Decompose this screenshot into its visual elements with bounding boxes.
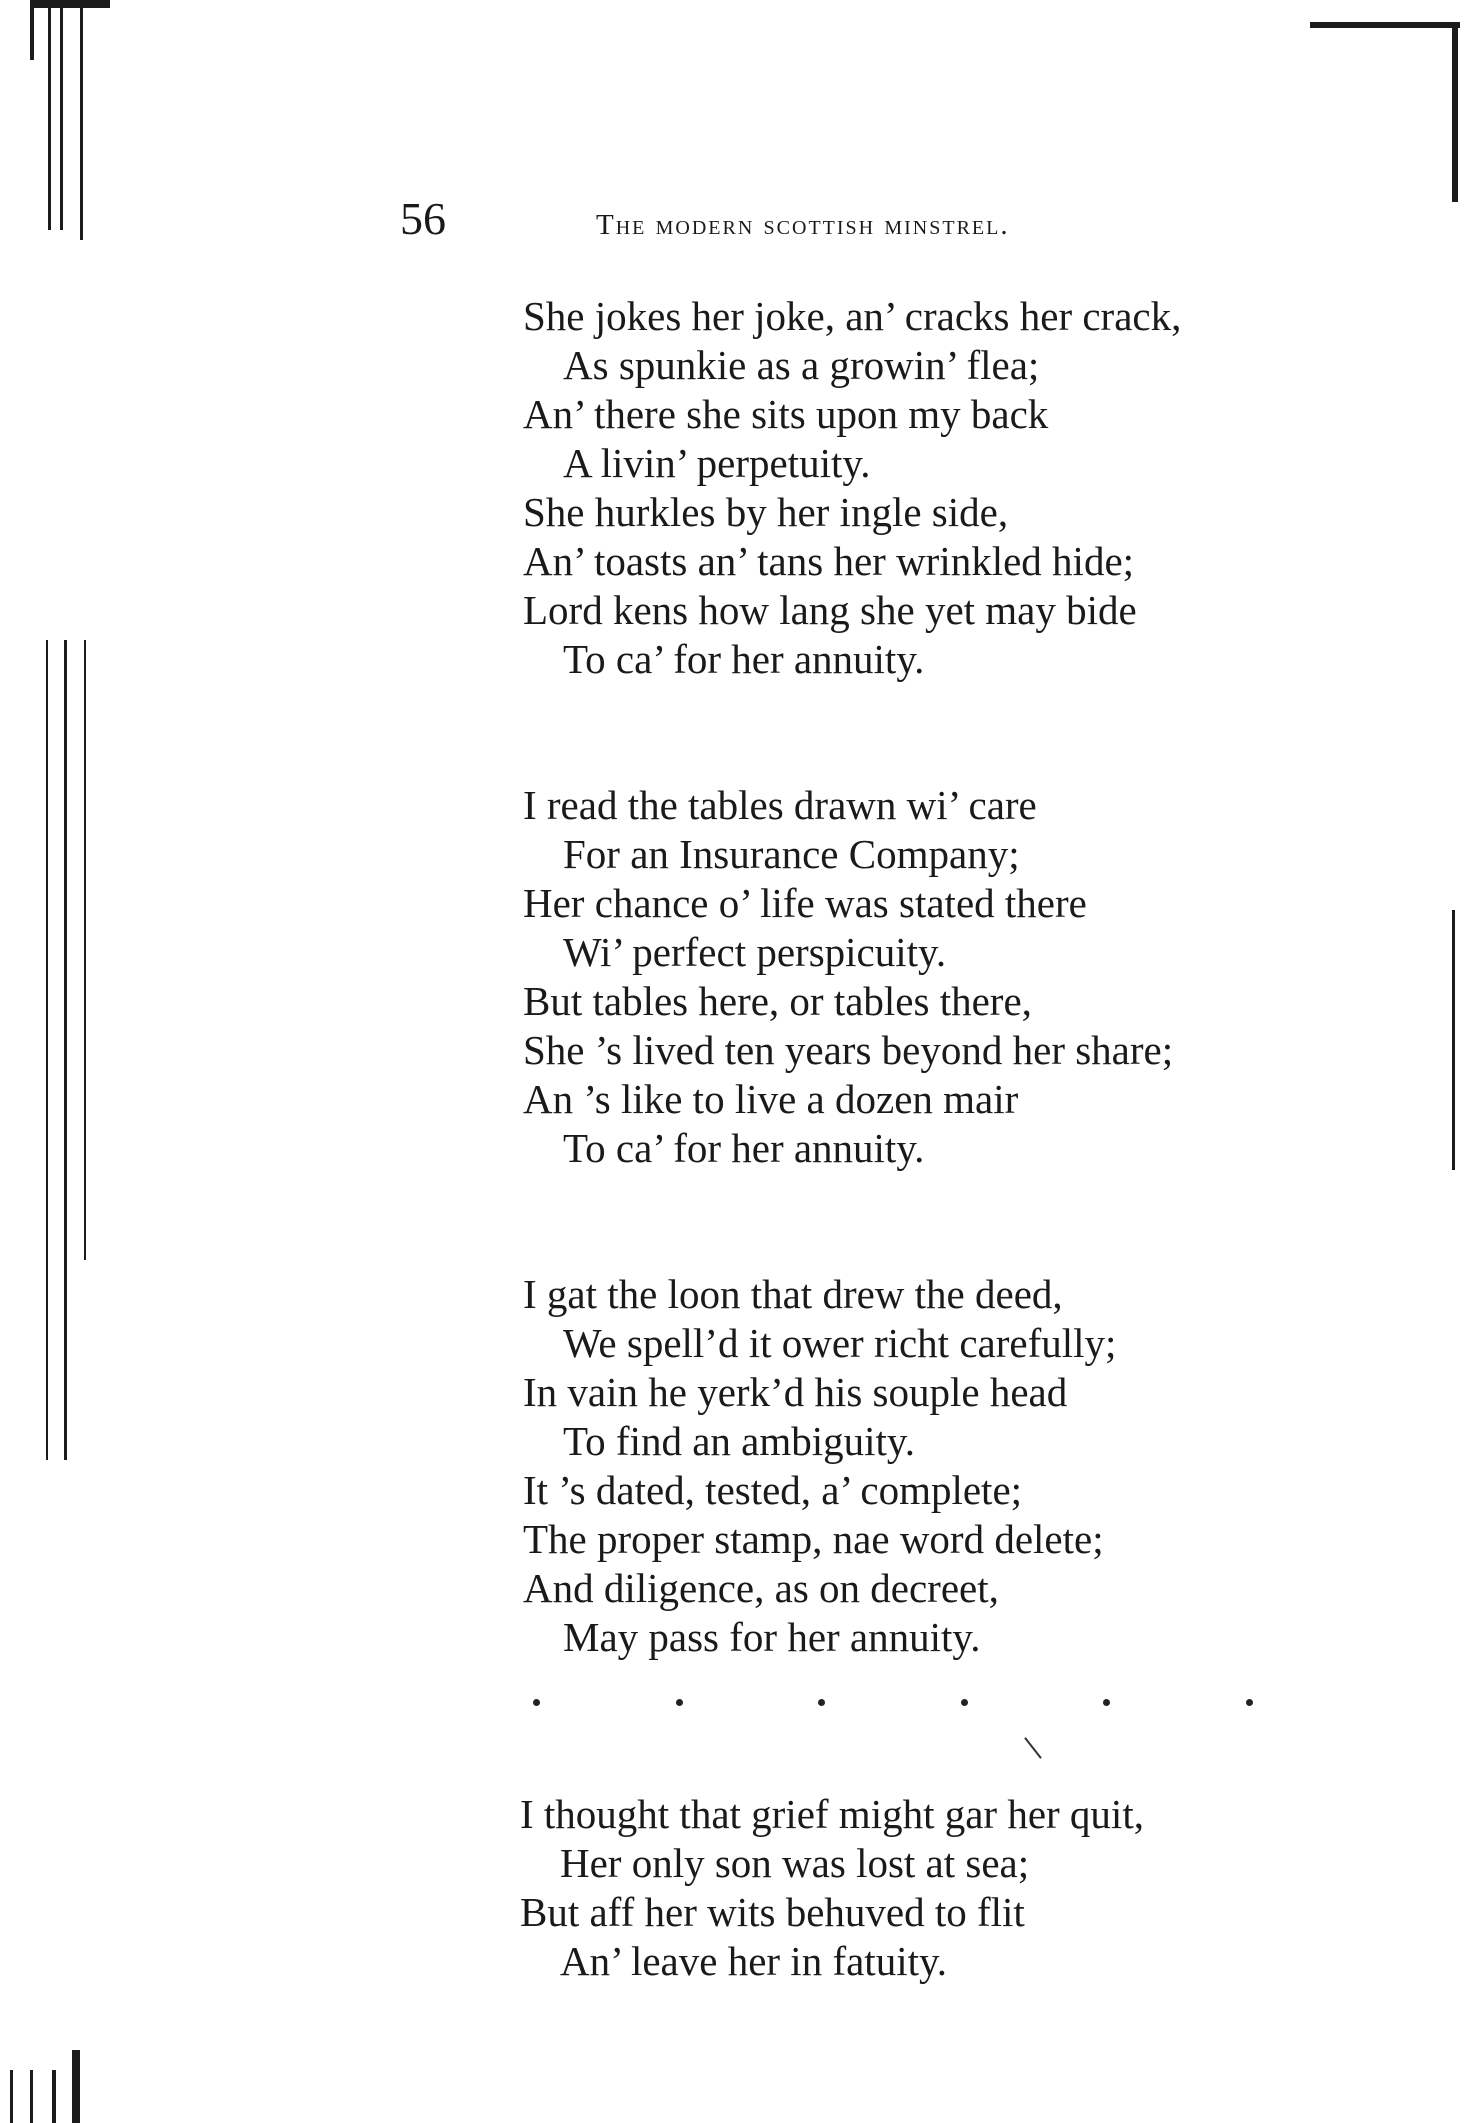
omission-dot [818, 1699, 825, 1706]
page-number: 56 [400, 193, 446, 244]
verse-line: A livin’ perpetuity. [563, 440, 871, 486]
scan-edge-mark-bottom-left-4 [72, 2050, 80, 2123]
page-header [400, 193, 1220, 256]
verse-line: To ca’ for her annuity. [563, 1125, 925, 1171]
stanza-gap [523, 1173, 1323, 1270]
final-stanza [520, 1790, 1320, 1986]
scan-edge-mark-bottom-left-2 [30, 2070, 33, 2123]
stanza-gap [523, 684, 1323, 781]
verse-line: It ’s dated, tested, a’ complete; [523, 1467, 1023, 1513]
verse-line: An’ toasts an’ tans her wrinkled hide; [523, 538, 1135, 584]
verse-line: An’ leave her in fatuity. [560, 1938, 948, 1984]
omission-dot [533, 1699, 540, 1706]
omission-dot [676, 1699, 683, 1706]
scan-edge-mark-left-mid-1 [46, 640, 48, 1460]
verse-line: An ’s like to live a dozen mair [523, 1076, 1019, 1122]
omission-dot [1246, 1699, 1253, 1706]
scan-edge-mark-right [1452, 22, 1458, 202]
verse-line: She hurkles by her ingle side, [523, 489, 1009, 535]
verse-line: I gat the loon that drew the deed, [523, 1271, 1063, 1317]
scan-edge-mark-left-mid-2 [64, 640, 67, 1460]
poem-body [523, 292, 1323, 1662]
verse-line: And diligence, as on decreet, [523, 1565, 999, 1611]
scan-edge-mark-left-1 [48, 0, 51, 230]
verse-line: She ’s lived ten years beyond her share; [523, 1027, 1174, 1073]
verse-line: To find an ambiguity. [563, 1418, 916, 1464]
verse-line: An’ there she sits upon my back [523, 391, 1049, 437]
stanza [523, 781, 1323, 1173]
scan-edge-mark-bottom-left-3 [52, 2070, 56, 2123]
scan-edge-mark-left-mid-3 [84, 640, 86, 1260]
running-title: the modern scottish minstrel. [596, 209, 1010, 241]
verse-line: The proper stamp, nae word delete; [523, 1516, 1104, 1562]
scan-edge-mark-right-mid [1452, 910, 1455, 1170]
scan-edge-mark-left-2 [60, 0, 63, 230]
scan-edge-mark-bottom-left-1 [10, 2070, 13, 2123]
verse-line: I thought that grief might gar her quit, [520, 1791, 1144, 1837]
verse-line: In vain he yerk’d his souple head [523, 1369, 1068, 1415]
verse-line: We spell’d it ower richt carefully; [563, 1320, 1117, 1366]
verse-line: She jokes her joke, an’ cracks her crack, [523, 293, 1182, 339]
verse-line: For an Insurance Company; [563, 831, 1020, 877]
omission-dots [533, 1692, 1253, 1712]
verse-line: But tables here, or tables there, [523, 978, 1032, 1024]
omission-dot [1103, 1699, 1110, 1706]
verse-line: Her chance o’ life was stated there [523, 880, 1087, 926]
verse-line: But aff her wits behuved to flit [520, 1889, 1025, 1935]
scan-edge-mark-top [30, 0, 110, 8]
verse-line: To ca’ for her annuity. [563, 636, 925, 682]
scan-edge-mark-left-3 [80, 0, 83, 240]
stray-pen-mark [1024, 1737, 1042, 1759]
verse-line: Her only son was lost at sea; [560, 1840, 1030, 1886]
omission-dot [961, 1699, 968, 1706]
verse-line: I read the tables drawn wi’ care [523, 782, 1037, 828]
verse-line: Lord kens how lang she yet may bide [523, 587, 1137, 633]
verse-line: As spunkie as a growin’ flea; [563, 342, 1040, 388]
verse-line: Wi’ perfect perspicuity. [563, 929, 947, 975]
stanza [523, 1270, 1323, 1662]
stanza [523, 292, 1323, 684]
verse-line: May pass for her annuity. [563, 1614, 981, 1660]
scan-edge-mark-top-right [1310, 22, 1460, 28]
scan-edge-mark-top-left [30, 0, 34, 60]
